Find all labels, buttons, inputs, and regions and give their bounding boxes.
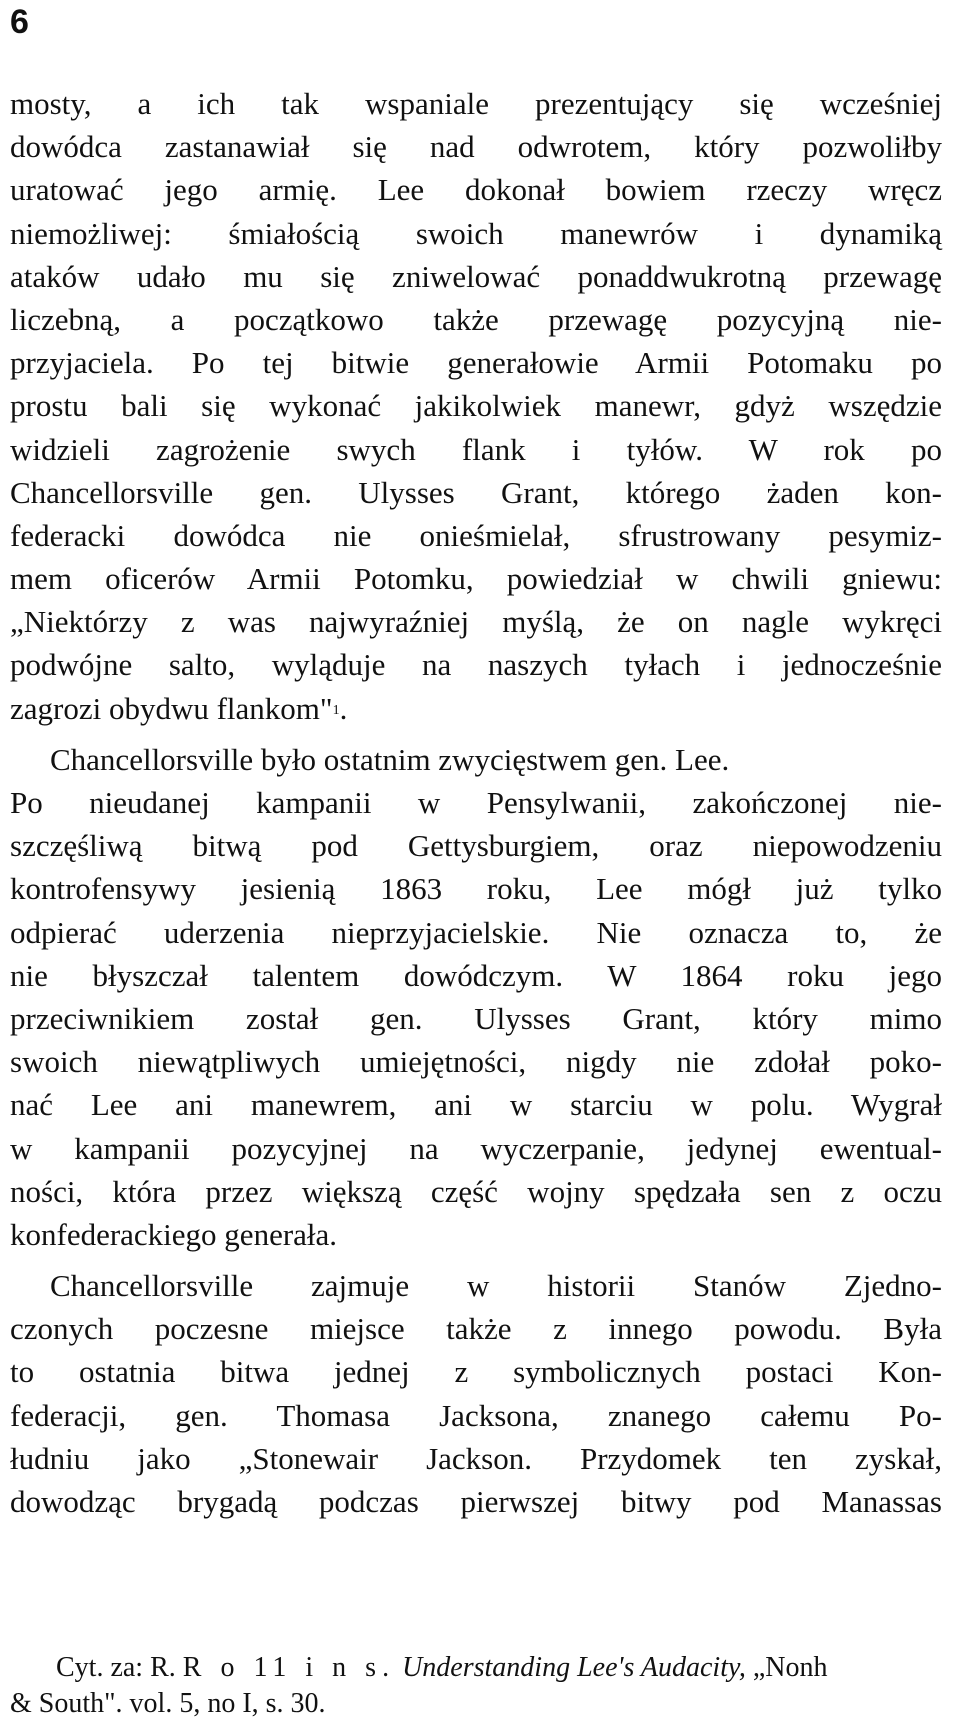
text-line: mosty, a ich tak wspaniale prezentujący się wcześniej [10, 86, 942, 121]
text-line: liczebną, a początkowo także przewagę pozycyjną nie- [10, 301, 942, 337]
text-line: czonych poczesne miejsce także z innego powodu. Była [10, 1311, 942, 1347]
text-line: dowodząc brygadą podczas pierwszej bitwy pod Manassas [10, 1484, 942, 1519]
text-line: swoich niewątpliwych umiejętności, nigdy nie zdołał poko- [10, 1044, 942, 1080]
text-line: ataków udało mu się zniwelować ponaddwukrotną przewagę [10, 258, 942, 294]
text-line: podwójne salto, wyląduje na naszych tyłach i jednocześnie [10, 647, 942, 683]
text-line: widzieli zagrożenie swych flank i tyłów. W rok po [10, 431, 942, 467]
paragraph-start-line: Chancellorsville było ostatnim zwycięstwem gen. Lee. [50, 741, 730, 777]
page-number: 6 [10, 3, 29, 41]
text-line: to ostatnia bitwa jednej z symbolicznych postaci Kon- [10, 1354, 942, 1390]
text-line: zagrozi obydwu flankom" [10, 690, 333, 726]
footnote [10, 1650, 942, 1722]
text-line: niemożliwej: śmiałością swoich manewrów i dynamiką [10, 215, 942, 251]
footnote-line-2: & South". vol. 5, no I, s. 30. [10, 1688, 326, 1719]
text-line: Chancellorsville gen. Ulysses Grant, którego żaden kon- [10, 474, 942, 510]
text-line: nać Lee ani manewrem, ani w starciu w polu. Wygrał [10, 1087, 942, 1123]
text-line: ności, która przez większą część wojny spędzała sen z oczu [10, 1173, 942, 1209]
footnote-journal: „Nonh [752, 1652, 828, 1683]
footnote-title: Understanding Lee's Audacity, [402, 1652, 746, 1683]
text-line: łudniu jako „Stonewair Jackson. Przydomek ten zyskał, [10, 1440, 942, 1476]
text-line: konfederackiego generała. [10, 1216, 338, 1252]
text-line: prostu bali się wykonać jakikolwiek manewr, gdyż wszędzie [10, 388, 942, 424]
text-line: „Niektórzy z was najwyraźniej myślą, że on nagle wykręci [10, 604, 942, 640]
text-line: federacki dowódca nie onieśmielał, sfrustrowany pesymiz- [10, 517, 942, 553]
text-line: nie błyszczał talentem dowódczym. W 1864 roku jego [10, 957, 942, 993]
text-line-with-footnote: zagrozi obydwu flankom"$^1$. [10, 690, 348, 726]
text-line: federacji, gen. Thomasa Jacksona, znanego całemu Po- [10, 1397, 942, 1433]
text-line: szczęśliwą bitwą pod Gettysburgiem, oraz niepowodzeniu [10, 828, 942, 864]
paragraph-start-line: Chancellorsville zajmuje w historii Stanów Zjedno- [50, 1268, 942, 1304]
footnote-line-1 [10, 1650, 942, 1686]
text-line: dowódca zastanawiał się nad odwrotem, który pozwoliłby [10, 129, 942, 165]
text-line: przyjaciela. Po tej bitwie generałowie Armii Potomaku po [10, 345, 942, 381]
text-line: odpierać uderzenia nieprzyjacielskie. Nie oznacza to, że [10, 914, 942, 950]
text-line: w kampanii pozycyjnej na wyczerpanie, jedynej ewentual- [10, 1130, 942, 1166]
text-line: przeciwnikiem został gen. Ulysses Grant, który mimo [10, 1000, 942, 1036]
text-line: kontrofensywy jesienią 1863 roku, Lee mógł już tylko [10, 871, 942, 907]
body-text [10, 82, 942, 1523]
footnote-prefix: Cyt. za: R. [56, 1652, 176, 1683]
text-line: Po nieudanej kampanii w Pensylwanii, zakończonej nie- [10, 785, 942, 820]
text-line: uratować jego armię. Lee dokonał bowiem rzeczy wręcz [10, 172, 942, 208]
footnote-author: R o 11 i n s. [182, 1652, 396, 1683]
footnote-marker: 1 [332, 702, 340, 718]
text-line: mem oficerów Armii Potomku, powiedział w chwili gniewu: [10, 561, 942, 597]
